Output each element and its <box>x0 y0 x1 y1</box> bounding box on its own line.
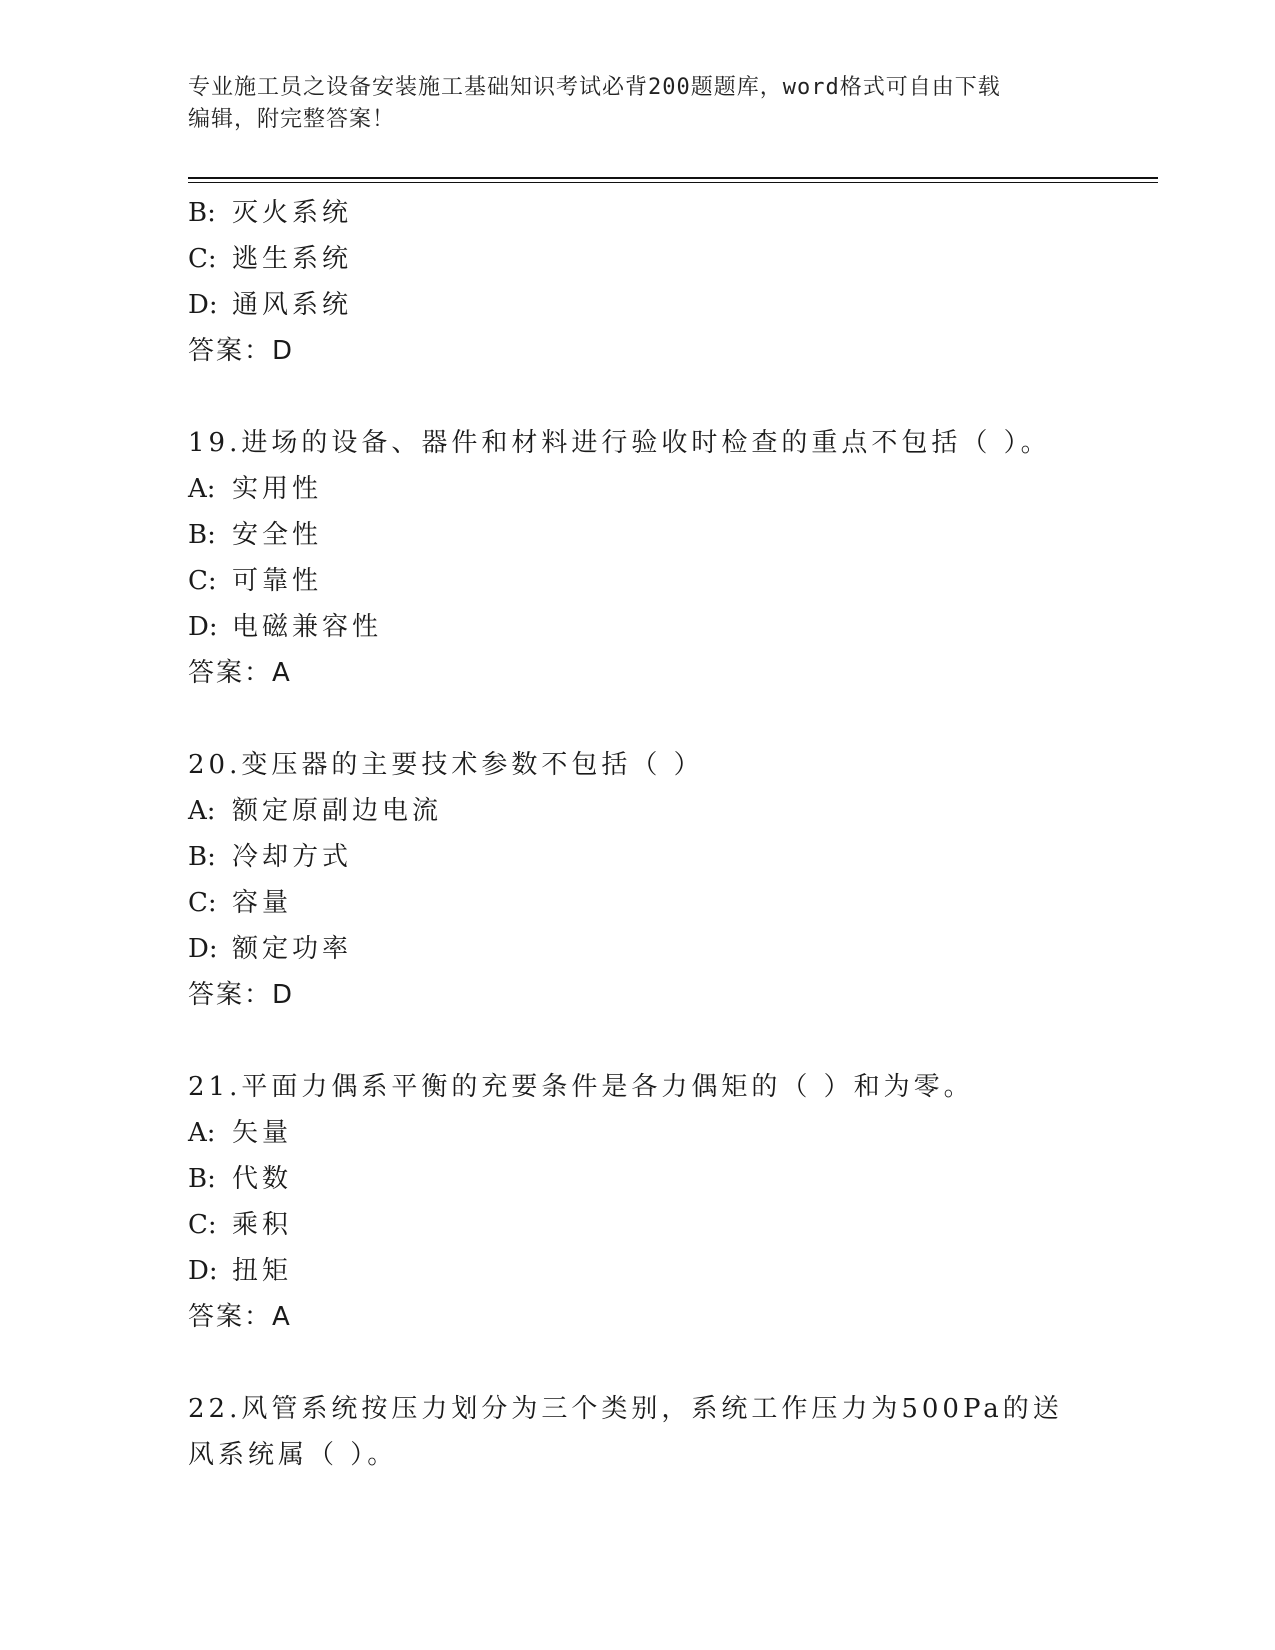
question-20 <box>188 742 1108 1018</box>
option-key: A: <box>188 796 216 826</box>
option-key: D: <box>188 612 218 642</box>
answer-line: 答案：A <box>188 1302 292 1332</box>
option-text: 额定原副边电流 <box>232 796 443 826</box>
option-text: 安全性 <box>232 520 323 550</box>
question-stem: 19.进场的设备、器件和材料进行验收时检查的重点不包括（ ）。 <box>188 428 1051 458</box>
option-key: D: <box>188 1256 218 1286</box>
document-header <box>188 72 1088 136</box>
option-line <box>188 558 1108 604</box>
option-line <box>188 282 1108 328</box>
option-key: C: <box>188 888 217 918</box>
option-line <box>188 604 1108 650</box>
option-line <box>188 788 1108 834</box>
option-text: 逃生系统 <box>232 244 353 274</box>
document-content <box>188 190 1108 1478</box>
question-stem: 20.变压器的主要技术参数不包括（ ） <box>188 750 704 780</box>
option-text: 乘积 <box>232 1210 293 1240</box>
answer-line: 答案：A <box>188 658 292 688</box>
question-19 <box>188 420 1108 696</box>
option-key: A: <box>188 1118 216 1148</box>
answer-line: 答案：D <box>188 980 295 1010</box>
option-line <box>188 880 1108 926</box>
option-line <box>188 926 1108 972</box>
option-line <box>188 466 1108 512</box>
question-stem: 22.风管系统按压力划分为三个类别，系统工作压力为500Pa的送风系统属（ ）。 <box>188 1394 1063 1470</box>
option-text: 扭矩 <box>232 1256 293 1286</box>
option-text: 灭火系统 <box>232 198 353 228</box>
option-text: 代数 <box>232 1164 293 1194</box>
option-text: 电磁兼容性 <box>232 612 383 642</box>
option-text: 实用性 <box>232 474 323 504</box>
option-key: D: <box>188 290 218 320</box>
question-partial <box>188 190 1108 374</box>
option-line <box>188 834 1108 880</box>
option-text: 额定功率 <box>232 934 353 964</box>
header-rule-thick <box>188 177 1158 179</box>
option-text: 容量 <box>232 888 293 918</box>
option-line <box>188 512 1108 558</box>
option-text: 可靠性 <box>232 566 323 596</box>
answer-line: 答案：D <box>188 336 295 366</box>
header-rule-thin <box>188 182 1158 183</box>
option-text: 冷却方式 <box>232 842 353 872</box>
option-key: B: <box>188 520 216 550</box>
header-line-2: 编辑，附完整答案！ <box>188 107 396 132</box>
option-key: B: <box>188 1164 216 1194</box>
option-key: D: <box>188 934 218 964</box>
option-key: C: <box>188 244 217 274</box>
option-line <box>188 1156 1108 1202</box>
option-line <box>188 1248 1108 1294</box>
question-21 <box>188 1064 1108 1340</box>
option-line <box>188 1110 1108 1156</box>
question-stem: 21.平面力偶系平衡的充要条件是各力偶矩的（ ）和为零。 <box>188 1072 974 1102</box>
option-key: B: <box>188 842 216 872</box>
option-text: 通风系统 <box>232 290 353 320</box>
header-line-1: 专业施工员之设备安装施工基础知识考试必背200题题库，word格式可自由下载 <box>188 75 1001 100</box>
option-key: C: <box>188 1210 217 1240</box>
option-key: B: <box>188 198 216 228</box>
question-22 <box>188 1386 1108 1478</box>
option-line <box>188 190 1108 236</box>
option-text: 矢量 <box>232 1118 293 1148</box>
option-key: A: <box>188 474 216 504</box>
option-line <box>188 1202 1108 1248</box>
option-key: C: <box>188 566 217 596</box>
option-line <box>188 236 1108 282</box>
